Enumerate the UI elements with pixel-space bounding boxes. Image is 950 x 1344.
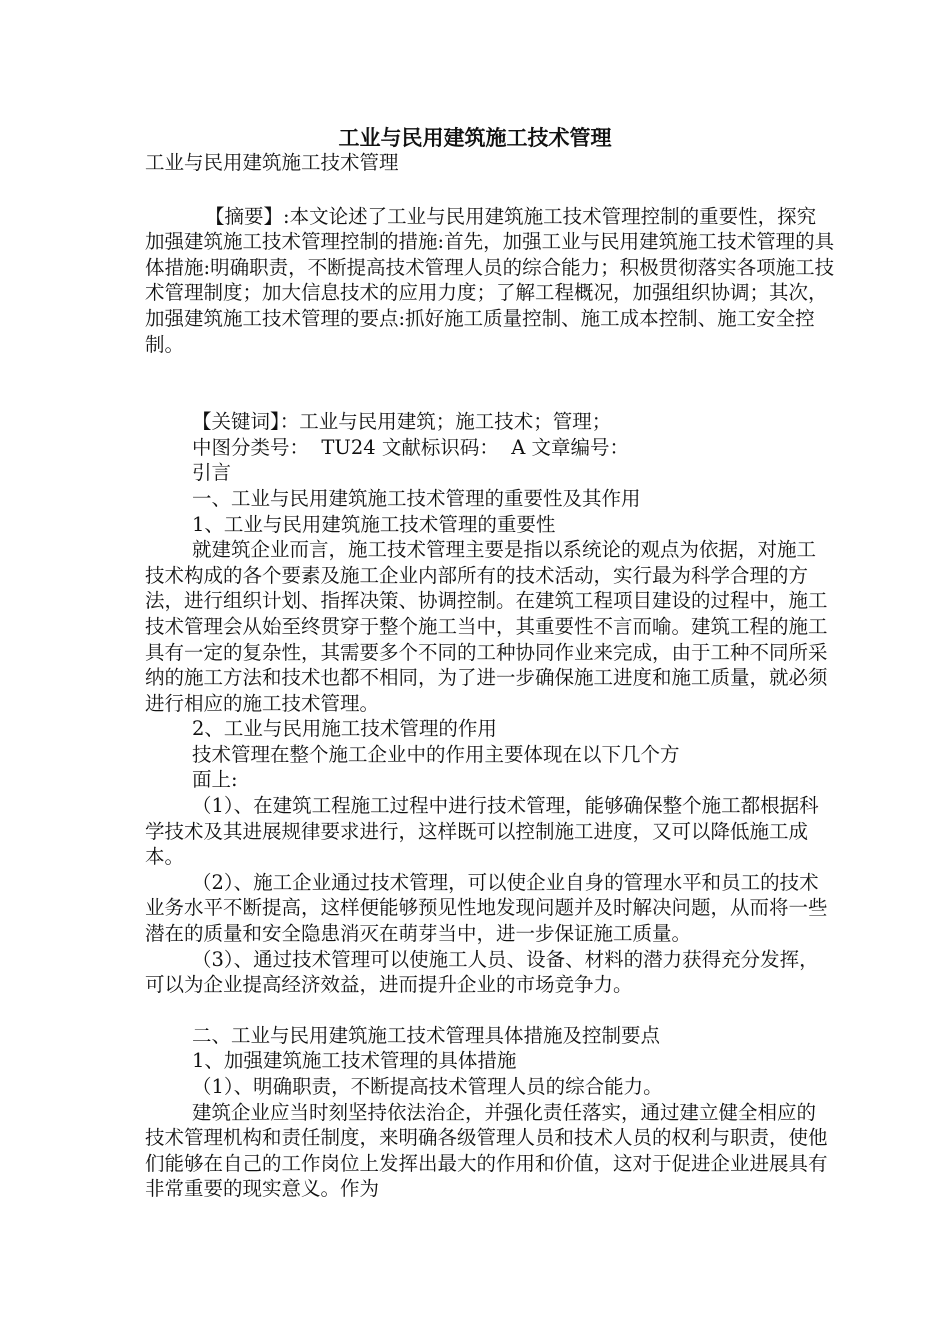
spacer bbox=[145, 357, 835, 409]
list-item-2: （2）、施工企业通过技术管理，可以使企业自身的管理水平和员工的技术业务水平不断提高，这样便能够预见性地发现问题并及时解决问题，从而将一些潜在的质量和安全隐患消灭在萌芽当中，进一步保证施工质量。 bbox=[145, 870, 828, 946]
spacer bbox=[145, 998, 835, 1023]
spacer bbox=[145, 176, 835, 204]
sub1-heading: 1、工业与民用建筑施工技术管理的重要性 bbox=[192, 512, 556, 536]
s2-item1-heading: （1）、明确职责，不断提高技术管理人员的综合能力。 bbox=[192, 1075, 663, 1098]
list-item-3: （3）、通过技术管理可以使施工人员、设备、材料的潜力获得充分发挥，可以为企业提高经济效益，进而提升企业的市场竞争力。 bbox=[145, 947, 819, 997]
sub2-line: 技术管理在整个施工企业中的作用主要体现在以下几个方 bbox=[192, 742, 680, 766]
document-subtitle: 工业与民用建筑施工技术管理 bbox=[145, 151, 399, 174]
sub2-heading: 2、工业与民用施工技术管理的作用 bbox=[192, 717, 497, 741]
classification-line: 中图分类号： TU24 文献标识码： A 文章编号： bbox=[192, 435, 630, 459]
intro-heading: 引言 bbox=[192, 461, 232, 485]
section1-heading: 一、工业与民用建筑施工技术管理的重要性及其作用 bbox=[192, 486, 641, 510]
sub2-line: 面上: bbox=[192, 768, 238, 792]
abstract-paragraph: 【摘要】:本文论述了工业与民用建筑施工技术管理控制的重要性，探究加强建筑施工技术管理控制的措施:首先，加强工业与民用建筑施工技术管理的具体措施:明确职责，不断提高技术管理人员的综合能力；积极贯彻落实各项施工技术管理制度；加大信息技术的应用力度；了解工程概况，加强组织协调；其次，加强建筑施工技术管理的要点:抓好施工质量控制、施工成本控制、施工安全控制。 bbox=[145, 204, 835, 356]
document-title: 工业与民用建筑施工技术管理 bbox=[338, 125, 612, 150]
section2-heading: 二、工业与民用建筑施工技术管理具体措施及控制要点 bbox=[192, 1023, 661, 1047]
keywords-line: 【关键词】：工业与民用建筑；施工技术；管理； bbox=[192, 410, 612, 434]
document-body bbox=[145, 150, 835, 1202]
s2-item1-paragraph: 建筑企业应当时刻坚持依法治企，并强化责任落实，通过建立健全相应的技术管理机构和责任制度，来明确各级管理人员和技术人员的权利与职责，使他们能够在自己的工作岗位上发挥出最大的作用和价值，这对于促进企业进展具有非常重要的现实意义。作为 bbox=[145, 1100, 828, 1201]
s2-sub1-heading: 1、加强建筑施工技术管理的具体措施 bbox=[192, 1049, 517, 1073]
sub1-paragraph: 就建筑企业而言，施工技术管理主要是指以系统论的观点为依据，对施工技术构成的各个要素及施工企业内部所有的技术活动，实行最为科学合理的方法，进行组织计划、指挥决策、协调控制。在建筑工程项目建设的过程中，施工技术管理会从始至终贯穿于整个施工当中，其重要性不言而喻。建筑工程的施工具有一定的复杂性，其需要多个不同的工种协同作业来完成，由于工种不同所采纳的施工方法和技术也都不相同，为了进一步确保施工进度和施工质量，就必须进行相应的施工技术管理。 bbox=[145, 538, 828, 715]
list-item-1: （1）、在建筑工程施工过程中进行技术管理，能够确保整个施工都根据科学技术及其进展规律要求进行，这样既可以控制施工进度，又可以降低施工成本。 bbox=[145, 794, 819, 869]
